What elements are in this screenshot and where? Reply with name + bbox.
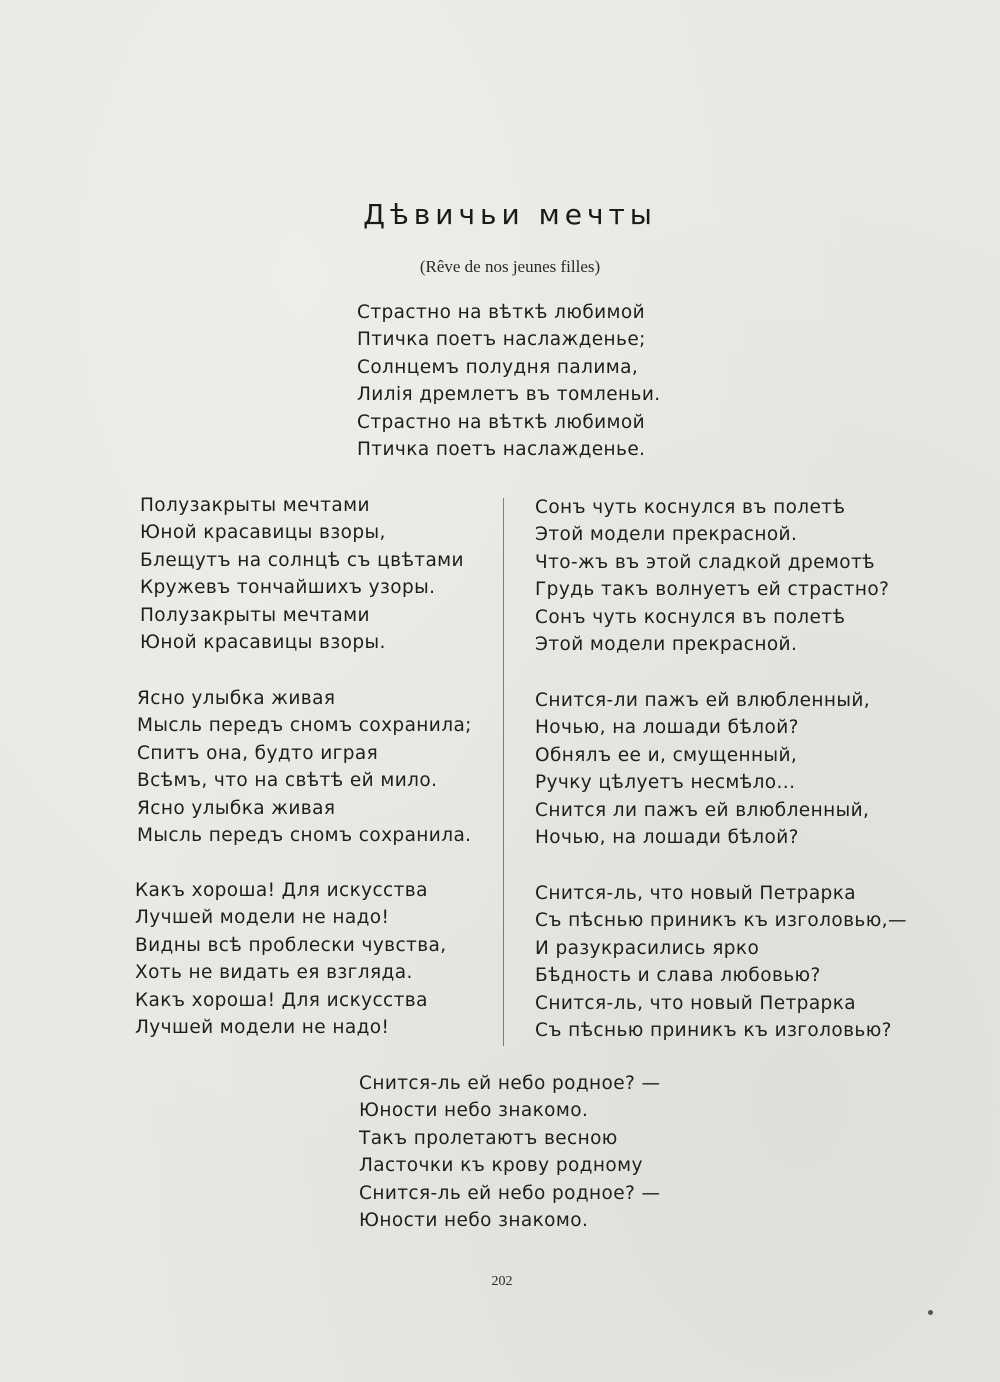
verse-line: Грудь такъ волнуетъ ей страстно? <box>535 579 890 601</box>
verse-line: Юности небо знакомо. <box>359 1100 589 1122</box>
column-divider <box>503 498 504 1046</box>
verse-line: Лучшей модели не надо! <box>135 1017 390 1039</box>
verse-line: Обнялъ ее и, смущенный, <box>535 744 798 766</box>
verse-line: Ночью, на лошади бѣлой? <box>535 717 799 739</box>
verse-line: Блещутъ на солнцѣ съ цвѣтами <box>140 549 464 571</box>
verse-line: Страстно на вѣткѣ любимой <box>357 302 646 323</box>
verse-line: Юной красавицы взоры. <box>140 632 386 654</box>
verse-line: Мысль передъ сномъ сохранила. <box>137 825 472 847</box>
verse-line: Бѣдность и слава любовью? <box>535 965 821 987</box>
verse-line: Сонъ чуть коснулся въ полетѣ <box>535 606 846 628</box>
verse-line: Всѣмъ, что на свѣтѣ ей мило. <box>137 770 438 792</box>
poem-title: Дѣвичьи мечты <box>363 198 657 231</box>
poem-subtitle: (Rêve de nos jeunes filles) <box>419 257 601 276</box>
verse-line: Кружевъ тончайшихъ узоры. <box>140 577 436 599</box>
verse-line: Этой модели прекрасной. <box>535 524 798 546</box>
verse-line: Ночью, на лошади бѣлой? <box>535 827 799 849</box>
verse-line: Сонъ чуть коснулся въ полетѣ <box>535 497 846 518</box>
page-number: 202 <box>491 1274 513 1289</box>
verse-line: Такъ пролетаютъ весною <box>359 1127 618 1149</box>
verse-line: Мысль передъ сномъ сохранила; <box>137 715 472 737</box>
verse-line: Полузакрыты мечтами <box>140 495 370 516</box>
stanza-closing <box>359 1070 660 1234</box>
stanza-right-3 <box>535 880 907 1044</box>
verse-line: Какъ хороша! Для искусства <box>135 989 428 1011</box>
stanza-right-2 <box>535 687 870 851</box>
verse-line: Видны всѣ проблески чувства, <box>135 934 447 956</box>
verse-line: Птичка поетъ наслажденье. <box>357 439 646 461</box>
verse-line: Что-жъ въ этой сладкой дремотѣ <box>535 551 875 573</box>
verse-line: И разукрасились ярко <box>535 937 760 959</box>
verse-line: Страстно на вѣткѣ любимой <box>357 411 646 433</box>
verse-line: Съ пѣснью приникъ къ изголовью? <box>535 1020 892 1042</box>
verse-line: Снится-ль, что новый Петрарка <box>535 883 857 904</box>
verse-line: Хоть не видать ея взгляда. <box>135 962 413 984</box>
verse-line: Какъ хороша! Для искусства <box>135 880 428 901</box>
verse-line: Ласточки къ крову родному <box>359 1155 643 1177</box>
verse-line: Полузакрыты мечтами <box>140 604 370 626</box>
verse-line: Лилія дремлетъ въ томленьи. <box>357 384 661 406</box>
verse-line: Ручку цѣлуетъ несмѣло... <box>535 772 796 794</box>
verse-line: Этой модели прекрасной. <box>535 634 798 656</box>
stanza-opening <box>357 299 661 463</box>
verse-line: Солнцемъ полудня палима, <box>357 356 639 378</box>
stanza-left-2 <box>137 685 472 849</box>
verse-line: Юной красавицы взоры, <box>140 522 386 544</box>
stanza-left-3 <box>135 877 447 1041</box>
verse-line: Спитъ она, будто играя <box>137 742 379 764</box>
verse-line: Юности небо знакомо. <box>359 1210 589 1232</box>
verse-line: Лучшей модели не надо! <box>135 907 390 929</box>
verse-line: Съ пѣснью приникъ къ изголовью,— <box>535 910 907 932</box>
ink-speck <box>928 1310 933 1315</box>
stanza-right-1 <box>535 494 889 658</box>
stanza-left-1 <box>140 492 464 656</box>
verse-line: Снится ли пажъ ей влюбленный, <box>535 799 870 821</box>
verse-line: Снится-ли пажъ ей влюбленный, <box>535 690 871 711</box>
verse-line: Ясно улыбка живая <box>137 688 336 709</box>
verse-line: Птичка поетъ наслажденье; <box>357 329 646 351</box>
verse-line: Снится-ль ей небо родное? — <box>359 1182 661 1204</box>
verse-line: Ясно улыбка живая <box>137 797 336 819</box>
verse-line: Снится-ль, что новый Петрарка <box>535 992 857 1014</box>
verse-line: Снится-ль ей небо родное? — <box>359 1073 661 1094</box>
